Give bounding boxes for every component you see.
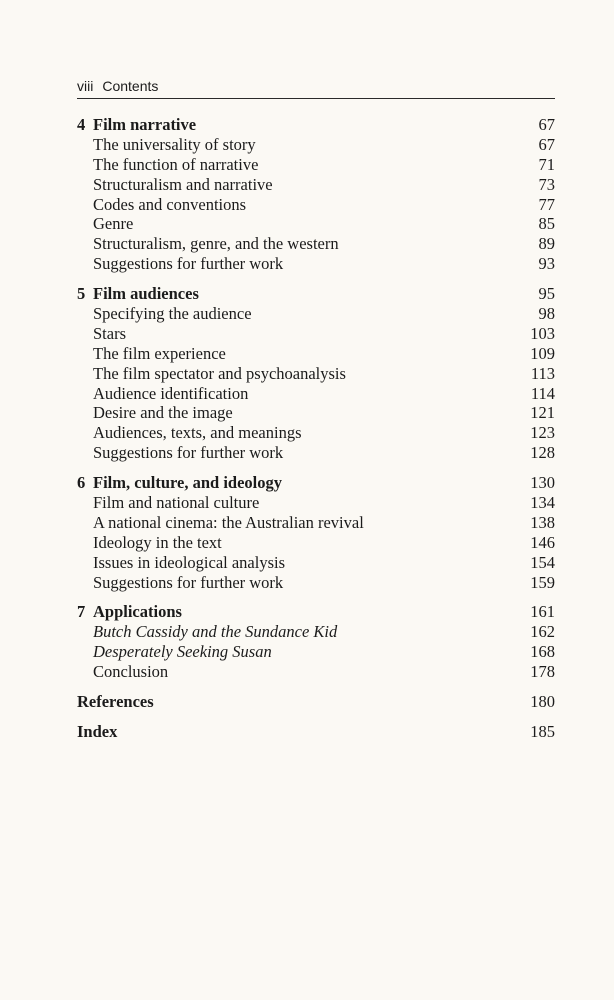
entry-title: Audience identification — [93, 383, 249, 403]
toc-entry — [77, 175, 555, 195]
toc-entry — [77, 344, 555, 364]
entry-page: 67 — [538, 134, 555, 154]
entry-title: Structuralism, genre, and the western — [93, 234, 339, 254]
toc-entry — [77, 155, 555, 175]
entry-page: 114 — [530, 383, 555, 403]
index-section — [77, 722, 555, 742]
chapter-heading — [77, 602, 555, 622]
toc-entry — [77, 384, 555, 404]
entry-title: Suggestions for further work — [93, 443, 284, 463]
chapter-7 — [77, 602, 555, 682]
toc-entry — [77, 513, 555, 533]
chapter-6 — [77, 473, 555, 592]
chapter-number: 6 — [77, 473, 86, 493]
end-matter-heading — [77, 692, 555, 712]
running-head-title: Contents — [102, 78, 159, 94]
toc-entry — [77, 324, 555, 344]
entry-title: Desire and the image — [93, 403, 233, 423]
entry-title: Structuralism and narrative — [93, 174, 273, 194]
references-section — [77, 692, 555, 712]
entry-title: Film and national culture — [93, 493, 260, 513]
entry-page: 128 — [530, 443, 555, 463]
chapter-title: Film, culture, and ideology — [93, 473, 282, 493]
entry-page: 146 — [530, 532, 555, 552]
entry-title: Conclusion — [93, 662, 169, 682]
toc-entry — [77, 403, 555, 423]
entry-title: A national cinema: the Australian revival — [93, 512, 364, 532]
toc-entry — [77, 553, 555, 573]
entry-title: Suggestions for further work — [93, 254, 284, 274]
end-matter-title: Index — [77, 721, 118, 741]
entry-page: 138 — [530, 512, 555, 532]
running-head — [77, 76, 555, 99]
entry-title: Suggestions for further work — [93, 572, 284, 592]
entry-page: 103 — [530, 323, 555, 343]
chapter-heading — [77, 284, 555, 304]
end-matter-heading — [77, 722, 555, 742]
entry-title: Specifying the audience — [93, 304, 252, 324]
chapter-heading — [77, 473, 555, 493]
entry-page: 162 — [530, 622, 555, 642]
chapter-title: Applications — [93, 602, 182, 622]
toc-entry — [77, 493, 555, 513]
entry-page: 159 — [530, 572, 555, 592]
entry-title: Audiences, texts, and meanings — [93, 423, 302, 443]
entry-page: 109 — [530, 343, 555, 363]
entry-page: 178 — [530, 662, 555, 682]
entry-page: 85 — [538, 214, 555, 234]
entry-title: Codes and conventions — [93, 194, 247, 214]
toc-entry — [77, 214, 555, 234]
chapter-page: 161 — [530, 602, 555, 622]
toc-entry — [77, 642, 555, 662]
entry-title: Stars — [93, 323, 126, 343]
end-matter-page: 185 — [530, 721, 555, 741]
toc-entry — [77, 135, 555, 155]
chapter-title: Film audiences — [93, 284, 199, 304]
entry-title: Genre — [93, 214, 134, 234]
entry-title: Issues in ideological analysis — [93, 552, 286, 572]
chapter-number: 5 — [77, 284, 86, 304]
entry-title: The function of narrative — [93, 154, 259, 174]
entry-page: 154 — [530, 552, 555, 572]
toc-entry — [77, 304, 555, 324]
entry-title: The film experience — [93, 343, 226, 363]
entry-title: The film spectator and psychoanalysis — [93, 363, 346, 383]
toc-entry — [77, 195, 555, 215]
chapter-heading — [77, 115, 555, 135]
entry-page: 168 — [530, 642, 555, 662]
chapter-title: Film narrative — [93, 115, 197, 134]
chapter-5 — [77, 284, 555, 463]
toc-entry — [77, 364, 555, 384]
toc-entry — [77, 234, 555, 254]
entry-page: 113 — [530, 363, 555, 383]
toc-entry — [77, 533, 555, 553]
entry-page: 93 — [538, 254, 555, 274]
chapter-number: 7 — [77, 602, 86, 622]
entry-page: 77 — [538, 194, 555, 214]
entry-page: 123 — [530, 423, 555, 443]
entry-title: Ideology in the text — [93, 532, 222, 552]
table-of-contents — [77, 115, 555, 752]
toc-entry — [77, 443, 555, 463]
toc-entry — [77, 254, 555, 274]
entry-page: 89 — [538, 234, 555, 254]
end-matter-title: References — [77, 692, 154, 712]
entry-page: 71 — [538, 154, 555, 174]
entry-page: 134 — [530, 493, 555, 513]
entry-title: Desperately Seeking Susan — [93, 642, 272, 662]
toc-entry — [77, 423, 555, 443]
entry-page: 121 — [530, 403, 555, 423]
end-matter-page: 180 — [530, 692, 555, 712]
entry-page: 98 — [538, 304, 555, 324]
chapter-page: 130 — [530, 473, 555, 493]
entry-page: 73 — [538, 174, 555, 194]
toc-entry — [77, 573, 555, 593]
running-head-page-number: viii — [77, 78, 94, 94]
entry-title: Butch Cassidy and the Sundance Kid — [93, 622, 338, 642]
chapter-number: 4 — [77, 115, 86, 134]
chapter-page: 67 — [538, 115, 555, 134]
entry-title: The universality of story — [93, 134, 256, 154]
chapter-4 — [77, 115, 555, 274]
toc-entry — [77, 622, 555, 642]
chapter-page: 95 — [538, 284, 555, 304]
toc-entry — [77, 662, 555, 682]
